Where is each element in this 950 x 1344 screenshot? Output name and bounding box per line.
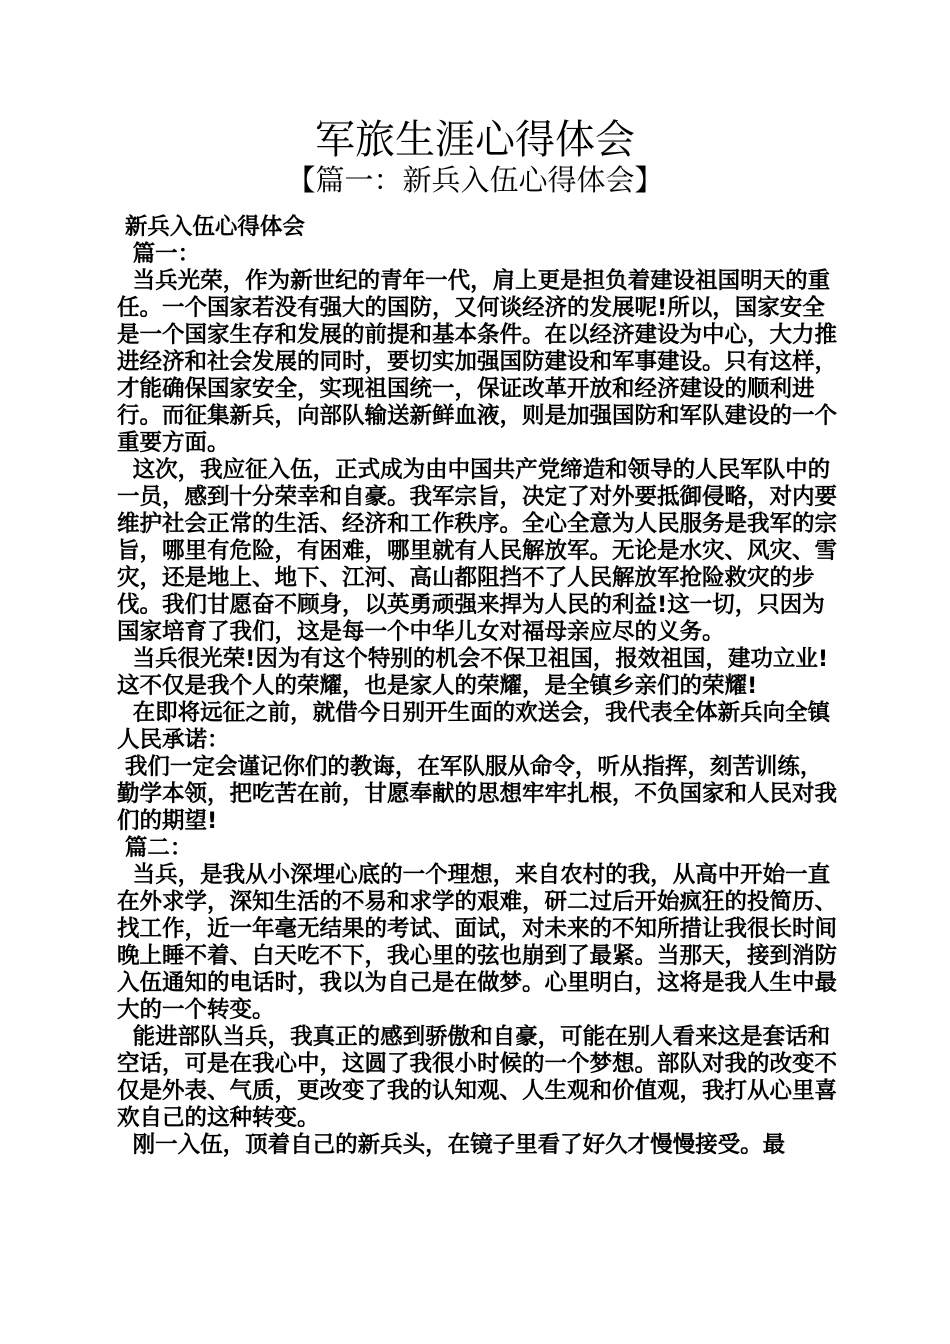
- document-title: 军旅生涯心得体会: [315, 117, 635, 163]
- paragraph: 在即将远征之前，就借今日别开生面的欢送会，我代表全体新兵向全镇人民承诺：: [117, 700, 831, 753]
- document-subtitle: 【篇一：新兵入伍心得体会】: [286, 163, 664, 197]
- paragraph: 能进部队当兵，我真正的感到骄傲和自豪，可能在别人看来这是套话和空话，可是在我心中，这圆了我很小时候的一个梦想。部队对我的改变不仅是外表、气质，更改变了我的认知观、人生观和价值观，我打从心里喜欢自己的这种转变。: [117, 1024, 838, 1131]
- paragraph: 我们一定会谨记你们的教诲，在军队服从命令，听从指挥，刻苦训练，勤学本领，把吃苦在前，甘愿奉献的思想牢牢扎根，不负国家和人民对我们的期望!: [117, 754, 838, 834]
- paragraph: 当兵，是我从小深埋心底的一个理想，来自农村的我，从高中开始一直在外求学，深知生活的不易和求学的艰难，研二过后开始疯狂的投简历、找工作，近一年毫无结果的考试、面试，对未来的不知所措让我很长时间晚上睡不着、白天吃不下，我心里的弦也崩到了最紧。当那天，接到消防入伍通知的电话时，我以为自己是在做梦。心里明白，这将是我人生中最大的一个转变。: [117, 862, 838, 1023]
- part-heading: 篇一：: [117, 241, 201, 267]
- document-body: [117, 214, 837, 1159]
- section-heading: 新兵入伍心得体会: [117, 214, 305, 240]
- part-heading: 篇二：: [117, 835, 193, 861]
- paragraph: 这次，我应征入伍，正式成为由中国共产党缔造和领导的人民军队中的一员，感到十分荣幸和自豪。我军宗旨，决定了对外要抵御侵略，对内要维护社会正常的生活、经济和工作秩序。全心全意为人民服务是我军的宗旨，哪里有危险，有困难，哪里就有人民解放军。无论是水灾、风灾、雪灾，还是地上、地下、江河、高山都阻挡不了人民解放军抢险救灾的步伐。我们甘愿奋不顾身，以英勇顽强来捍为人民的利益!这一切，只因为国家培育了我们，这是每一个中华儿女对福母亲应尽的义务。: [117, 457, 838, 645]
- paragraph: 刚一入伍，顶着自己的新兵头，在镜子里看了好久才慢慢接受。最: [117, 1132, 786, 1158]
- paragraph: 当兵很光荣!因为有这个特别的机会不保卫祖国，报效祖国，建功立业!这不仅是我个人的荣耀，也是家人的荣耀，是全镇乡亲们的荣耀!: [117, 646, 829, 699]
- paragraph: 当兵光荣，作为新世纪的青年一代，肩上更是担负着建设祖国明天的重任。一个国家若没有强大的国防，又何谈经济的发展呢!所以，国家安全是一个国家生存和发展的前提和基本条件。在以经济建设为中心，大力推进经济和社会发展的同时，要切实加强国防建设和军事建设。只有这样，才能确保国家安全，实现祖国统一，保证改革开放和经济建设的顺利进行。而征集新兵，向部队输送新鲜血液，则是加强国防和军队建设的一个重要方面。: [117, 268, 838, 456]
